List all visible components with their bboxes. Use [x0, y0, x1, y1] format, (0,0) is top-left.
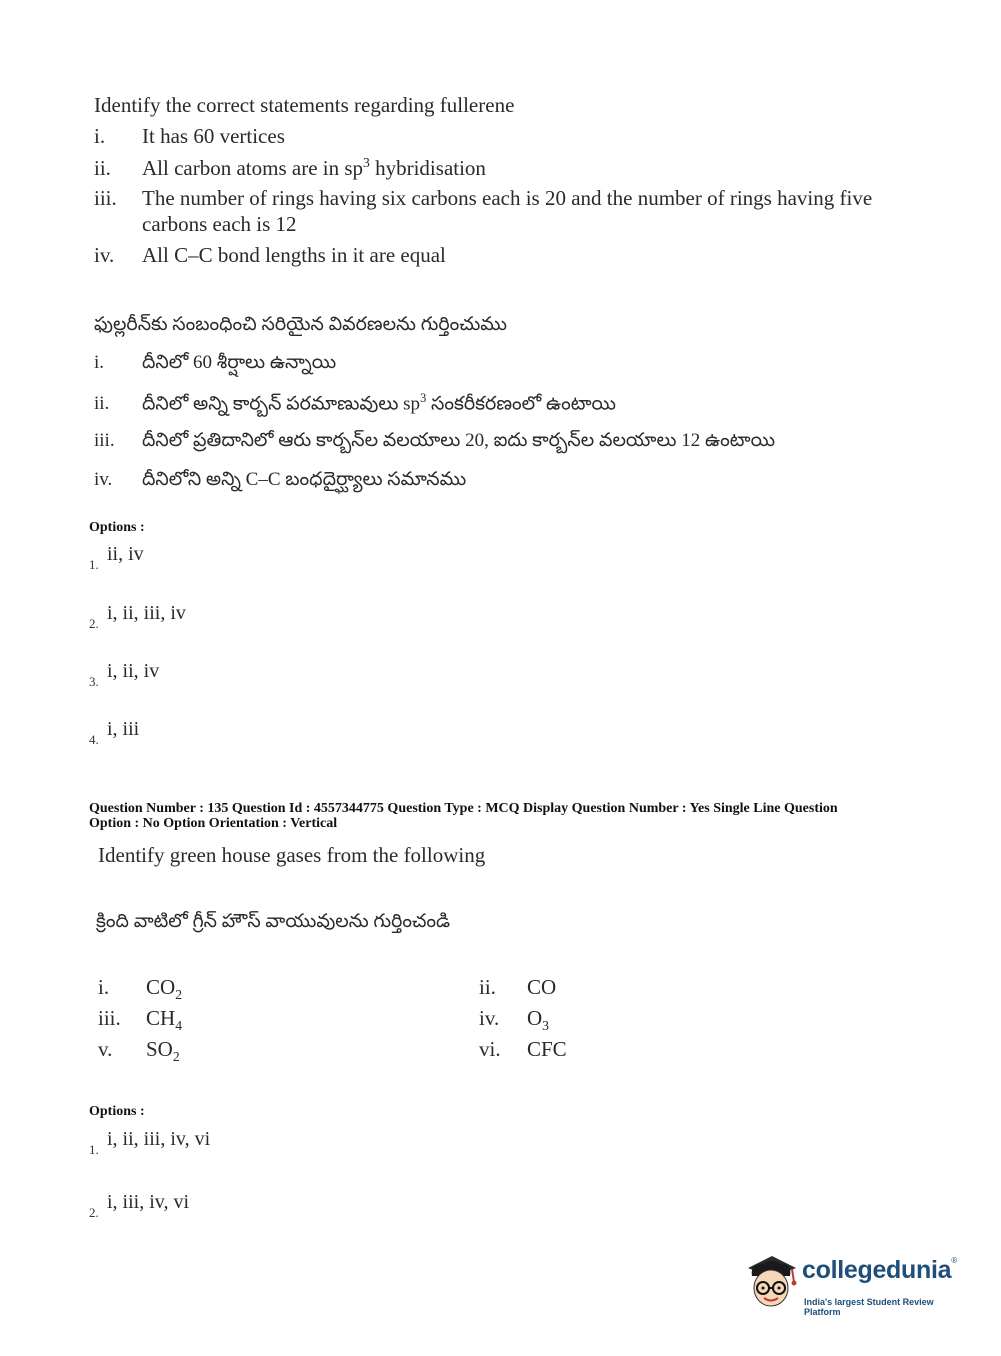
superscript: 3	[363, 155, 370, 170]
statement-te	[94, 430, 775, 456]
question-meta-line: Option : No Option Orientation : Vertical	[89, 816, 338, 831]
statement-text: దీనిలోని అన్ని C–C బంధదైర్ఘ్యాలు సమానము	[142, 469, 467, 490]
gas-item	[98, 975, 182, 1003]
gas-item	[98, 1037, 180, 1065]
option-number: 2.	[89, 616, 99, 631]
statement-te	[94, 391, 616, 419]
subscript: 2	[175, 987, 183, 1003]
option-number: 1.	[89, 1142, 99, 1157]
gas-number: ii.	[479, 975, 496, 999]
gas-item	[479, 1037, 567, 1065]
statement-number: i.	[94, 124, 106, 148]
question-stem-te: ఫుల్లరీన్‌కు సంబంధించి సరియైన వివరణలను గుర్తించుము	[94, 314, 507, 335]
options-label: Options :	[89, 1104, 145, 1119]
option-text: i, iii	[107, 718, 140, 740]
question-stem-en: Identify the correct statements regarding fullerene	[94, 93, 515, 117]
statement-text: It has 60 vertices	[142, 124, 285, 148]
subscript: 4	[175, 1018, 183, 1034]
gas-item	[479, 975, 556, 1003]
gas-formula: CH	[146, 1006, 176, 1030]
gas-number: vi.	[479, 1037, 501, 1061]
statement-number: iii.	[94, 430, 115, 451]
statement-text: The number of rings having six carbons each is 20 and the number of rings having five	[142, 186, 873, 210]
logo-tagline: India's largest Student Review Platform	[804, 1297, 934, 1317]
trademark-symbol: ®	[951, 1256, 957, 1265]
statement-text: All C–C bond lengths in it are equal	[142, 243, 446, 267]
statement-text: సంకరీకరణంలో ఉంటాయి	[426, 393, 616, 415]
statement-en	[94, 243, 446, 268]
option-text: i, iii, iv, vi	[107, 1191, 190, 1213]
question-stem-te: క్రింది వాటిలో గ్రీన్ హౌస్ వాయువులను గుర్తించండి	[96, 911, 451, 932]
gas-item	[479, 1006, 549, 1034]
superscript: 3	[420, 391, 427, 405]
option-text: i, ii, iv	[107, 660, 160, 682]
option-text: ii, iv	[107, 543, 144, 565]
gas-item	[98, 1006, 182, 1034]
statement-en	[94, 186, 872, 211]
subscript: 3	[542, 1018, 549, 1034]
gas-number: iv.	[479, 1006, 500, 1030]
collegedunia-logo[interactable]	[742, 1250, 972, 1317]
statement-text: All carbon atoms are in sp	[142, 156, 364, 180]
statement-text: hybridisation	[369, 156, 486, 180]
gas-number: i.	[98, 975, 110, 999]
statement-en	[94, 155, 486, 181]
statement-number: iv.	[94, 243, 115, 267]
statement-number: iii.	[94, 186, 117, 210]
option-number: 2.	[89, 1205, 99, 1220]
statement-text: దీనిలో అన్ని కార్బన్ పరమాణువులు sp	[142, 393, 421, 415]
logo-wordmark	[802, 1256, 957, 1285]
mascot-face-icon	[742, 1250, 802, 1310]
question-meta-line: Question Number : 135 Question Id : 4557344775 Question Type : MCQ Display Question Number : Yes Single Line Question	[89, 801, 838, 816]
gas-formula: CO	[146, 975, 176, 999]
statement-text: దీనిలో ప్రతిదానిలో ఆరు కార్బన్‌ల వలయాలు 20, ఐదు కార్బన్‌ల వలయాలు 12 ఉంటాయి	[142, 430, 776, 451]
statement-number: ii.	[94, 156, 111, 180]
statement-te	[94, 469, 466, 495]
statement-number: iv.	[94, 469, 113, 490]
option-number: 1.	[89, 557, 99, 572]
statement-text-continued: carbons each is 12	[142, 212, 297, 236]
gas-formula: CFC	[527, 1037, 567, 1061]
gas-formula: CO	[527, 975, 557, 999]
subscript: 2	[172, 1049, 180, 1065]
option-number: 4.	[89, 732, 99, 747]
option-text: i, ii, iii, iv, vi	[107, 1128, 211, 1150]
options-label: Options :	[89, 520, 145, 535]
statement-number: i.	[94, 352, 105, 373]
statement-text: దీనిలో 60 శీర్షాలు ఉన్నాయి	[142, 352, 337, 373]
question-stem-en: Identify green house gases from the following	[98, 843, 486, 867]
logo-name: collegedunia	[802, 1256, 952, 1284]
option-text: i, ii, iii, iv	[107, 602, 186, 624]
gas-formula: O	[527, 1006, 543, 1030]
gas-formula: SO	[146, 1037, 173, 1061]
gas-number: iii.	[98, 1006, 121, 1030]
statement-en	[94, 124, 285, 149]
gas-number: v.	[98, 1037, 113, 1061]
option-number: 3.	[89, 674, 99, 689]
statement-number: ii.	[94, 393, 110, 415]
statement-te	[94, 352, 336, 378]
